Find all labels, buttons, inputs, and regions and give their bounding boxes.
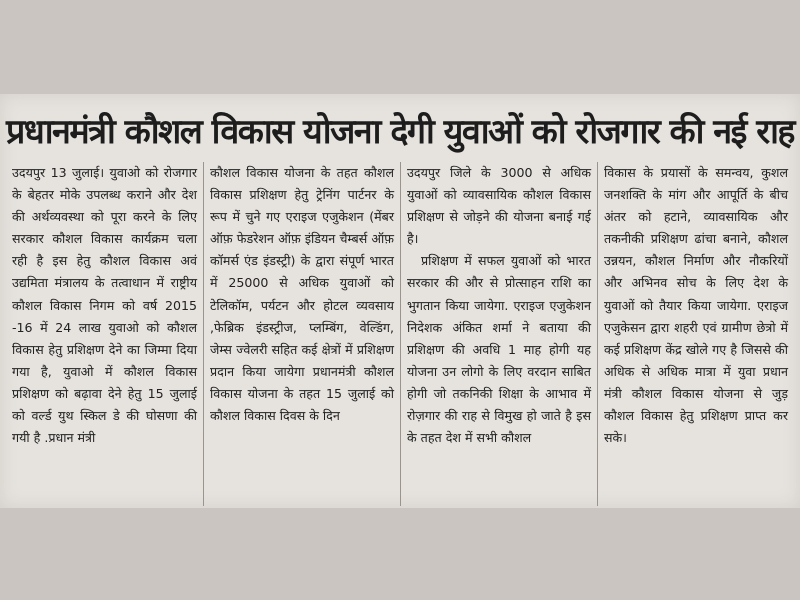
article-paragraph: उदयपुर 13 जुलाई। युवाओ को रोजगार के बेहतर मोके उपलब्ध कराने और देश की अर्थव्यवस्था को पूरा करने के लिए सरकार कौशल विकास कार्यक्रम चला रही है इस हेतु कौशल विकास अवं उद्यमिता मंत्रालय के तत्वाधान में राष्ट्रीय कौशल विकास निगम को वर्ष 2015 -16 में 24 लाख युवाओ को कौशल विकास हेतु प्रशिक्षण देने का जिम्मा दिया गया है, युवाओ में कौशल विकास प्रशिक्षण को बढ़ावा देने हेतु 15 जुलाई को वर्ल्ड युथ स्किल डे की घोसणा की गयी है .प्रधान मंत्री bbox=[12, 165, 197, 446]
article-body bbox=[6, 162, 796, 506]
article-paragraph: उदयपुर जिले के 3000 से अधिक युवाओं को व्यावसायिक कौशल विकास प्रशिक्षण से जोड़ने की योजना बनाई गई है। bbox=[407, 165, 591, 247]
article-headline: प्रधानमंत्री कौशल विकास योजना देगी युवाओं को रोजगार की नई राह bbox=[6, 112, 794, 152]
article-column-2 bbox=[203, 162, 400, 506]
article-paragraph: विकास के प्रयासों के समन्वय, कुशल जनशक्ति के मांग और आपूर्ति के बीच अंतर को हटाने, व्यावसायिक और तकनीकी प्रशिक्षण ढांचा बनाने, कौशल उन्नयन, कौशल निर्माण और नौकरियों और अभिनव सोच के लिए देश के युवाओं को तैयार किया जायेगा. एराइज एजुकेसन द्वारा शहरी एवं ग्रामीण छेत्रो में कई प्रशिक्षण केंद्र खोले गए है जिससे की अधिक से अधिक मात्रा में युवा प्रधान मंत्री कौशल विकास योजना से जुड़ कौशल विकास हेतु प्रशिक्षण प्राप्त कर सके। bbox=[604, 165, 788, 446]
article-column-4 bbox=[597, 162, 794, 506]
article-column-1 bbox=[6, 162, 203, 506]
article-paragraph: प्रशिक्षण में सफल युवाओं को भारत सरकार की और से प्रोत्साहन राशि का भुगतान किया जायेगा. एराइज एजुकेशन निदेशक अंकित शर्मा ने बताया की प्रशिक्षण की अवधि 1 माह होगी यह योजना उन लोगो के लिए वरदान साबित होगी जो तकनिकी शिक्षा के आभाव में रोज़गार की राह से विमुख हो जाते है इस के तहत देश में सभी कौशल bbox=[407, 253, 591, 446]
article-paragraph: कौशल विकास योजना के तहत कौशल विकास प्रशिक्षण हेतु ट्रेनिंग पार्टनर के रूप में चुने गए एराइज एजुकेशन (मेंबर ऑफ़ फेडरेशन ऑफ़ इंडियन चैम्बर्स ऑफ़ कॉमर्स एंड इंडस्ट्री) के द्वारा संपूर्ण भारत में 25000 से अधिक युवाओं को टेलिकॉम, पर्यटन और होटल व्यवसाय ,फेब्रिक इंडस्ट्रीज, प्लम्बिंग, वेल्डिंग, जेम्स ज्वेलरी सहित कई क्षेत्रों में प्रशिक्षण प्रदान किया जायेगा प्रधानमंत्री कौशल विकास योजना के तहत 15 जुलाई को कौशल विकास दिवस के दिन bbox=[210, 165, 394, 424]
article-column-3 bbox=[400, 162, 597, 506]
